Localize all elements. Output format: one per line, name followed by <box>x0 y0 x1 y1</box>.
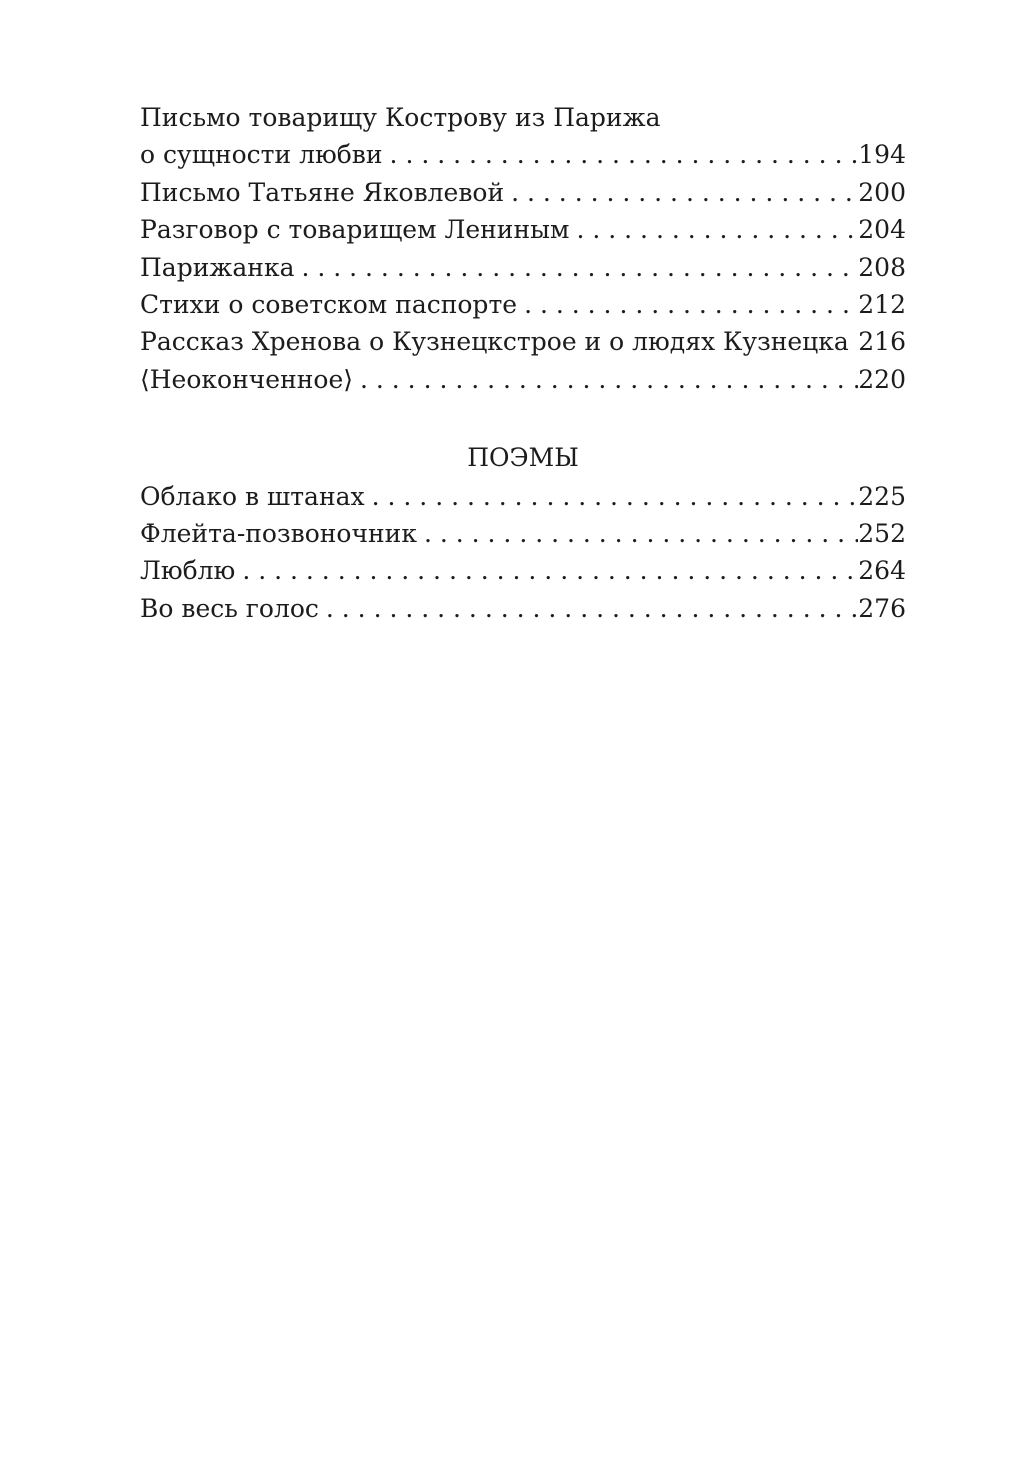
toc-entry-title: Флейта-позвоночник <box>140 519 417 549</box>
toc-entry-title: Стихи о советском паспорте <box>140 290 518 320</box>
toc-entry-page-number: 264 <box>858 556 906 586</box>
dot-leader <box>576 211 858 248</box>
dot-leader <box>511 174 858 211</box>
toc-entry <box>140 515 906 552</box>
toc-entry-page-number: 216 <box>858 327 906 357</box>
toc-entry <box>140 323 906 360</box>
section-heading-poems: ПОЭМЫ <box>467 443 579 473</box>
dot-leader <box>242 552 858 589</box>
toc-entry-page-number: 276 <box>858 593 906 623</box>
toc-entry-title: Люблю <box>140 556 236 586</box>
toc-entry-title: Письмо Татьяне Яковлевой <box>140 177 505 207</box>
toc-entry-page-number: 194 <box>858 140 906 170</box>
toc-entry <box>140 249 906 286</box>
toc-entry-title: Во весь голос <box>140 593 319 623</box>
toc-entry-title: Письмо товарищу Кострову из Парижа <box>140 103 661 132</box>
toc-entry <box>140 361 906 398</box>
toc-entry-page-number: 212 <box>858 290 906 320</box>
toc-entry-page-number: 220 <box>858 364 906 394</box>
toc-entry-page-number: 204 <box>858 215 906 245</box>
toc-entry-title: Облако в штанах <box>140 481 365 511</box>
toc-entry-page-number: 225 <box>858 481 906 511</box>
toc-entry-title: Парижанка <box>140 252 295 282</box>
toc-entry-page-number: 200 <box>858 177 906 207</box>
toc-entry-title: Рассказ Хренова о Кузнецкстрое и о людях Кузнецка <box>140 327 849 357</box>
toc-entry <box>140 478 906 515</box>
dot-leader <box>424 515 858 552</box>
dot-leader <box>390 136 859 173</box>
toc-entry-title: Разговор с товарищем Лениным <box>140 215 570 245</box>
dot-leader <box>301 249 858 286</box>
toc-entry-title: ⟨Неоконченное⟩ <box>140 364 353 394</box>
table-of-contents <box>140 99 906 627</box>
dot-leader <box>524 286 858 323</box>
toc-entry <box>140 552 906 589</box>
dot-leader <box>326 590 858 627</box>
toc-entry <box>140 286 906 323</box>
dot-leader <box>360 361 858 398</box>
toc-entry-page-number: 208 <box>858 252 906 282</box>
toc-entry <box>140 174 906 211</box>
toc-entry <box>140 590 906 627</box>
toc-entry-title: о сущности любви <box>140 140 383 170</box>
toc-entry-title-line <box>140 99 906 136</box>
dot-leader <box>372 478 859 515</box>
toc-entry <box>140 99 906 174</box>
toc-entry-continuation-line <box>140 136 906 173</box>
toc-entry-page-number: 252 <box>858 519 906 549</box>
toc-entry <box>140 211 906 248</box>
